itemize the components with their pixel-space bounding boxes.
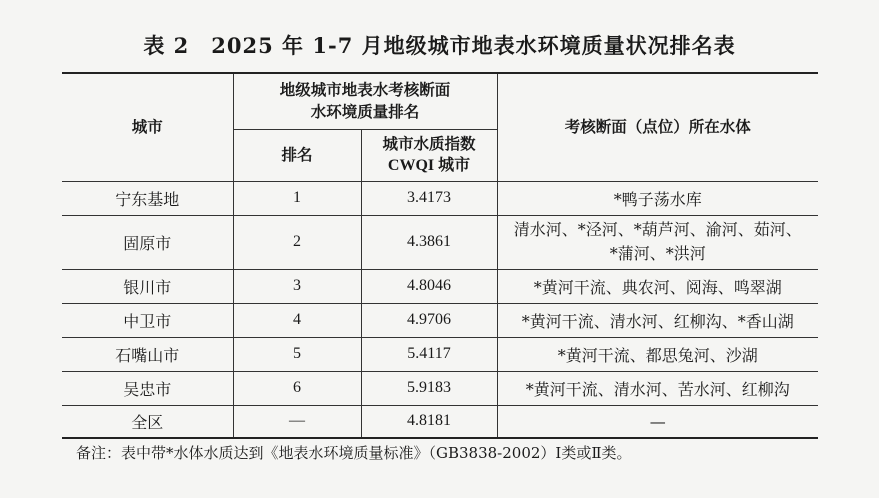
cell-rank: 5 — [233, 337, 361, 371]
cell-water: *黄河干流、清水河、红柳沟、*香山湖 — [497, 303, 818, 337]
cell-city: 全区 — [62, 405, 233, 438]
cell-index: 3.4173 — [361, 181, 497, 215]
table-row — [62, 303, 818, 337]
table-row — [62, 269, 818, 303]
table-row — [62, 181, 818, 215]
cell-water-line2: *蒲河、*洪河 — [609, 244, 706, 263]
cell-rank: 1 — [233, 181, 361, 215]
cell-water: *鸭子荡水库 — [497, 181, 818, 215]
cell-index: 4.9706 — [361, 303, 497, 337]
cell-water: *黄河干流、典农河、阅海、鸣翠湖 — [497, 269, 818, 303]
cell-rank: 2 — [233, 215, 361, 269]
table-note: 备注：表中带*水体水质达到《地表水环境质量标准》（GB3838-2002）Ⅰ类或Ⅱ类。 — [76, 444, 632, 462]
cell-water: *黄河干流、清水河、苦水河、红柳沟 — [497, 371, 818, 405]
table-row — [62, 215, 818, 269]
cell-city: 银川市 — [62, 269, 233, 303]
header-rank: 排名 — [233, 129, 361, 181]
cell-water: — — [497, 405, 818, 438]
cell-index: 4.8181 — [361, 405, 497, 438]
cell-rank: 3 — [233, 269, 361, 303]
cell-index: 5.9183 — [361, 371, 497, 405]
cell-city: 中卫市 — [62, 303, 233, 337]
table-row-total — [62, 405, 818, 438]
cell-water — [497, 215, 818, 269]
cell-rank: — — [233, 405, 361, 438]
header-group-line2: 水环境质量排名 — [310, 102, 420, 122]
cell-index: 4.8046 — [361, 269, 497, 303]
cell-city: 石嘴山市 — [62, 337, 233, 371]
header-group-line1: 地级城市地表水考核断面 — [279, 80, 451, 100]
table-row — [62, 337, 818, 371]
cell-rank: 6 — [233, 371, 361, 405]
cell-rank: 4 — [233, 303, 361, 337]
cell-city: 宁东基地 — [62, 181, 233, 215]
cell-city: 固原市 — [62, 215, 233, 269]
header-group — [233, 73, 497, 129]
cell-water-line1: 清水河、*泾河、*葫芦河、渝河、茹河、 — [513, 220, 802, 239]
cell-city: 吴忠市 — [62, 371, 233, 405]
table-row — [62, 371, 818, 405]
cell-water: *黄河干流、都思兔河、沙湖 — [497, 337, 818, 371]
header-index-line1: 城市水质指数 — [382, 134, 476, 153]
header-water: 考核断面（点位）所在水体 — [497, 73, 818, 181]
ranking-table — [62, 72, 818, 439]
header-index-line2: CWQI 城市 — [387, 157, 471, 174]
header-city: 城市 — [62, 73, 233, 181]
cell-index: 4.3861 — [361, 215, 497, 269]
cell-index: 5.4117 — [361, 337, 497, 371]
table-title: 表 2 2025 年 1-7 月地级城市地表水环境质量状况排名表 — [143, 33, 736, 58]
header-index — [361, 129, 497, 181]
